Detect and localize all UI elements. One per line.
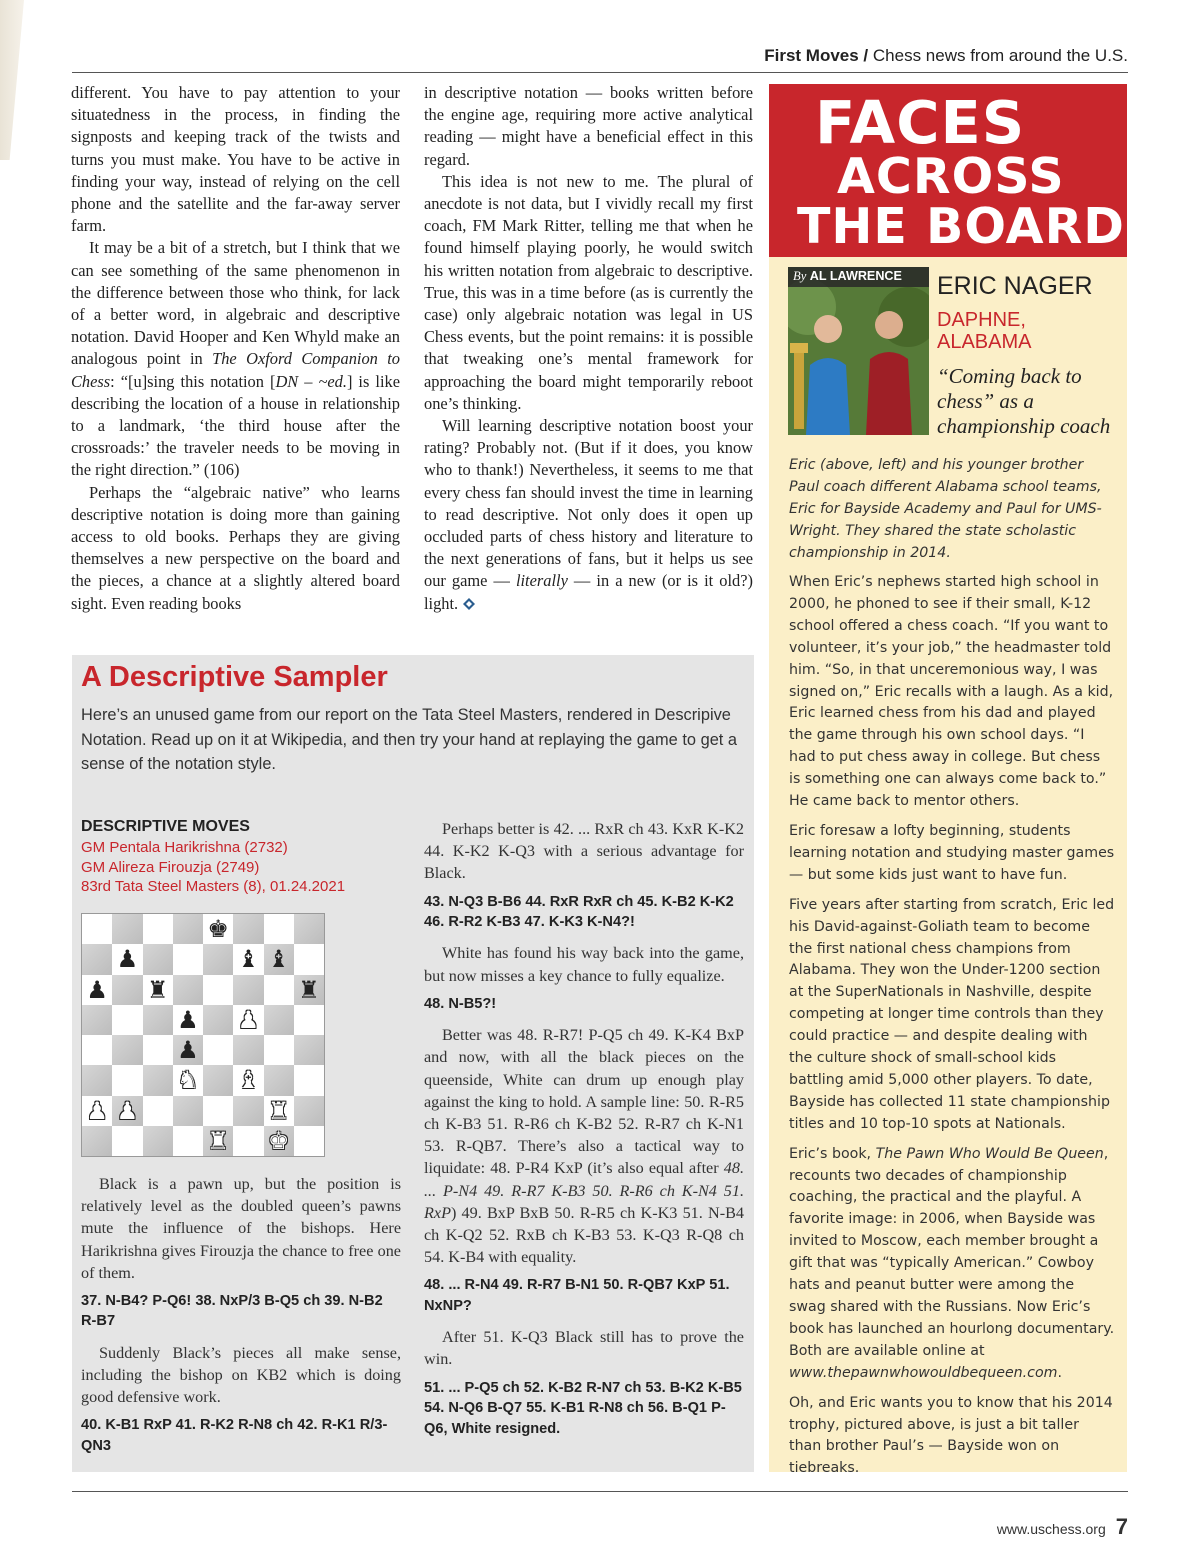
paragraph: Oh, and Eric wants you to know that his 2014 trophy, pictured above, is just a bit taller than brother Paul’s — Bayside won on tiebreaks.	[789, 1394, 1113, 1477]
annotation: After 51. K-Q3 Black still has to prove the win.	[424, 1328, 744, 1369]
board-square	[173, 1126, 203, 1156]
descriptive-sampler-box	[72, 655, 754, 1472]
board-square	[294, 1065, 324, 1095]
board-square	[173, 975, 203, 1005]
board-square	[82, 1065, 112, 1095]
board-square	[112, 975, 142, 1005]
board-square	[143, 914, 173, 944]
board-square	[294, 1035, 324, 1065]
board-square	[294, 1096, 324, 1126]
paragraph: Perhaps the “algebraic native” who learns descriptive notation is doing more than gaining access to old books. Perhaps they are giving themselves a new perspective on the board and the pieces, a chance at a slightly altered board sight. Even reading books	[71, 482, 400, 613]
move-line: 48. N-B5?!	[424, 995, 497, 1012]
white-player: GM Pentala Harikrishna (2732)	[81, 839, 288, 856]
move-line: 37. N-B4? P-Q6! 38. NxP/3 B-Q5 ch 39. N-B2 R-B7	[81, 1293, 383, 1330]
board-square	[143, 1065, 173, 1095]
white-bishop-icon: ♝	[233, 1065, 263, 1095]
board-square	[294, 1126, 324, 1156]
white-king-icon: ♚	[264, 1126, 294, 1156]
paragraph: Will learning descriptive notation boost your rating? Probably not. (But if it does, you know who to thank!) Nevertheless, it seems to me that every chess fan should invest the time in learning to read descriptive. Not only does it open up occluded parts of chess history and literature to the next generations of fans, but it helps us see our game — literally — in a new (or is it old?) light.	[424, 416, 753, 613]
board-square	[264, 1035, 294, 1065]
board-square	[233, 1096, 263, 1126]
board-square	[203, 1096, 233, 1126]
white-pawn-icon: ♟	[233, 1005, 263, 1035]
board-square	[233, 914, 263, 944]
black-pawn-icon: ♟	[112, 944, 142, 974]
article-column-2	[424, 82, 753, 615]
book-url: www.thepawnwhowouldbequeen.com	[789, 1364, 1058, 1381]
move-line: 43. N-Q3 B-B6 44. RxR RxR ch 45. K-B2 K-K2 46. R-R2 K-B3 47. K-K3 K-N4?!	[424, 893, 734, 931]
page-number: 7	[1115, 1514, 1128, 1539]
profile-name: ERIC NAGER	[937, 272, 1093, 300]
black-bishop-icon: ♝	[264, 944, 294, 974]
board-square	[294, 944, 324, 974]
white-rook-icon: ♜	[264, 1096, 294, 1126]
board-square	[112, 914, 142, 944]
board-square	[203, 1005, 233, 1035]
board-square	[203, 975, 233, 1005]
paragraph: It may be a bit of a stretch, but I think that we can see something of the same phenomenon in the difference between those who think, for lack of a better word, in algebraic and descriptive notation. David Hooper and Ken Whyld make an analogous point in The Oxford Companion to Chess: “[u]sing this notation [DN – ~ed.] is like describing the location of a house in relationship to a landmark, ‘the third house after the crossroads:’ the traveler needs to be moving in the right direction.” (106)	[71, 238, 400, 480]
paragraph: Eric’s book, The Pawn Who Would Be Queen, recounts two decades of championship coaching, the practical and the playful. A favorite image: in 2006, when Bayside was invited to Moscow, each member brought a gift that was “typically American.” Cowboy hats and peanut butter were among the swag shared with the Russians. Now Eric’s book has launched an hourlong documentary. Both are available online at www.thepawnwhowouldbequeen.com.	[789, 1145, 1115, 1381]
annotation-column-2	[424, 818, 744, 1449]
black-rook-icon: ♜	[143, 975, 173, 1005]
board-square	[112, 1035, 142, 1065]
board-square	[264, 914, 294, 944]
board-square	[143, 1126, 173, 1156]
board-square	[82, 1126, 112, 1156]
board-square	[173, 1096, 203, 1126]
top-rule	[72, 72, 1128, 73]
black-player: GM Alireza Firouzja (2749)	[81, 858, 260, 876]
profile-location: DAPHNE, ALABAMA	[937, 309, 1032, 353]
board-square	[294, 914, 324, 944]
annotation: Better was 48. R-R7! P-Q5 ch 49. K-K4 BxP and now, with all the black pieces on the queenside, White can drum up enough play against the king to hold. A sample line: 50. R-R5 ch K-B3 51. R-R6 ch K-B2 52. R-R7 ch K-N1 53. R-QB7. There’s also a tactical way to liquidate: 48. P-R4 KxP (it’s also equal after 48. ... P-N4 49. R-R7 K-B3 50. R-R6 ch K-N4 51. RxP) 49. BxP BxB 50. R-R5 ch K-K3 51. N-B4 ch K-Q2 52. RxB ch K-B3 53. K-Q3 R-Q8 ch 54. K-B4 with equality.	[424, 1026, 744, 1267]
board-square	[143, 1096, 173, 1126]
event-name: 83rd Tata Steel Masters (8), 01.24.2021	[81, 878, 346, 895]
paragraph: different. You have to pay attention to your situatedness in the process, in finding the signposts and keeping track of the twists and turns you must make. You have to be active in finding your way, instead of relying on the cell phone and the satellite and the far-away server farm.	[71, 83, 400, 236]
annotation: Suddenly Black’s pieces all make sense, including the bishop on KB2 which is doing good defensive work.	[81, 1343, 401, 1407]
board-square	[203, 1035, 233, 1065]
banner-line-2: ACROSS	[837, 148, 1065, 205]
black-rook-icon: ♜	[294, 975, 324, 1005]
end-mark-icon	[462, 597, 476, 611]
paragraph: Eric foresaw a lofty beginning, students learning notation and studying master games — but some kids just want to have fun.	[789, 822, 1115, 883]
author-name: AL LAWRENCE	[809, 269, 902, 283]
sidebar-story	[789, 572, 1115, 1488]
header-section: First Moves /	[764, 46, 869, 65]
moves-title: DESCRIPTIVE MOVES	[81, 818, 250, 835]
annotation: White has found his way back into the game, but now misses a key chance to fully equalize.	[424, 944, 744, 985]
annotation: Black is a pawn up, but the position is relatively level as the doubled queen’s pawns mute the influence of the bishops. Here Harikrishna gives Firouzja the chance to free one of them.	[81, 1175, 401, 1282]
coach-photo	[788, 267, 929, 435]
banner-line-1: FACES	[815, 88, 1026, 157]
board-square	[233, 975, 263, 1005]
white-rook-icon: ♜	[203, 1126, 233, 1156]
photo-illustration	[788, 267, 929, 435]
paragraph: When Eric’s nephews started high school in 2000, he phoned to see if their small, K-12 school offered a chess coach. “If you want to volunteer, it’s your job,” the headmaster told him. “So, in that unceremonious way, I was signed on,” Eric recalls with a laugh. As a kid, Eric learned chess from his dad and played the game through his own school days. “I had to put chess away in college. But chess is something one can always come back to.” He came back to mentor others.	[789, 574, 1114, 810]
board-square	[143, 1035, 173, 1065]
annotation-column-1	[81, 1173, 401, 1466]
move-line: 48. ... R-N4 49. R-R7 B-N1 50. R-QB7 KxP 51. NxNP?	[424, 1277, 730, 1314]
move-line: 51. ... P-Q5 ch 52. K-B2 R-N7 ch 53. B-K2 K-B5 54. N-Q6 B-Q7 55. K-B1 R-N8 ch 56. B-Q1 P-Q6, White resigned.	[424, 1379, 742, 1437]
board-square	[82, 944, 112, 974]
paragraph: in descriptive notation — books written before the engine age, requiring more active analytical reading — might have a beneficial effect in this regard.	[424, 83, 753, 169]
paragraph: Five years after starting from scratch, Eric led his David-against-Goliath team to become the first national chess champions from Alabama. They won the Under-1200 section at the SuperNationals in Nashville, despite competing at longer time controls than they could practice — and despite dealing with the culture shock of small-school kids battling amid 5,000 other players. To date, Bayside has collected 11 state championship titles and 10 top-10 spots at Nationals.	[789, 896, 1115, 1132]
sampler-title: A Descriptive Sampler	[81, 661, 388, 693]
black-king-icon: ♚	[203, 914, 233, 944]
board-square	[82, 914, 112, 944]
board-square	[112, 1065, 142, 1095]
board-square	[264, 1005, 294, 1035]
article-column-1	[71, 82, 400, 615]
paragraph: This idea is not new to me. The plural of anecdote is not data, but I vividly recall my first coach, FM Mark Ritter, telling me that when he found himself playing poorly, he would switch his written notation from algebraic to descriptive. True, this was in a time before (as is currently the case) only algebraic notation was legal in US Chess events, but the point remains: it is possible that tweaking one’s mental framework for approaching the board might temporarily reboot one’s thinking.	[424, 171, 753, 413]
board-square	[82, 1005, 112, 1035]
sampler-intro: Here’s an unused game from our report on the Tata Steel Masters, rendered in Descripive Notation. Read up on it at Wikipedia, and then try your hand at replaying the game to get a sense of the notation style.	[81, 706, 738, 774]
running-header	[764, 46, 1128, 66]
profile-quote: “Coming back to chess” as a championship coach	[937, 364, 1111, 438]
annotation: Perhaps better is 42. ... RxR ch 43. KxR K-K2 44. K-K2 K-Q3 with a serious advantage for Black.	[424, 820, 744, 883]
board-square	[203, 1065, 233, 1095]
board-square	[143, 1005, 173, 1035]
black-pawn-icon: ♟	[173, 1035, 203, 1065]
board-square	[264, 975, 294, 1005]
board-square	[173, 944, 203, 974]
board-square	[112, 1005, 142, 1035]
board-square	[294, 1005, 324, 1035]
black-pawn-icon: ♟	[82, 975, 112, 1005]
chess-board	[81, 913, 325, 1157]
board-square	[82, 1035, 112, 1065]
board-square	[112, 1126, 142, 1156]
footer-url: www.uschess.org	[996, 1521, 1106, 1537]
header-tagline: Chess news from around the U.S.	[868, 46, 1128, 65]
board-square	[143, 944, 173, 974]
white-pawn-icon: ♟	[82, 1096, 112, 1126]
board-square	[173, 914, 203, 944]
board-square	[233, 1035, 263, 1065]
black-pawn-icon: ♟	[173, 1005, 203, 1035]
black-bishop-icon: ♝	[233, 944, 263, 974]
scan-edge	[0, 0, 24, 160]
faces-banner	[769, 84, 1127, 257]
white-pawn-icon: ♟	[112, 1096, 142, 1126]
board-square	[264, 1065, 294, 1095]
white-knight-icon: ♞	[173, 1065, 203, 1095]
move-line: 40. K-B1 RxP 41. R-K2 R-N8 ch 42. R-K1 R/3-QN3	[81, 1417, 388, 1454]
board-square	[203, 944, 233, 974]
game-header	[81, 818, 411, 897]
faces-sidebar	[769, 84, 1127, 1477]
banner-line-3: THE BOARD	[797, 198, 1125, 255]
byline: By AL LAWRENCE	[788, 267, 929, 287]
bottom-rule	[72, 1491, 1128, 1492]
footer	[997, 1514, 1128, 1540]
board-square	[233, 1126, 263, 1156]
photo-caption: Eric (above, left) and his younger brother Paul coach different Alabama school teams, Eric for Bayside Academy and Paul for UMS-Wright. They shared the state scholastic championship in 2014.	[789, 457, 1102, 561]
